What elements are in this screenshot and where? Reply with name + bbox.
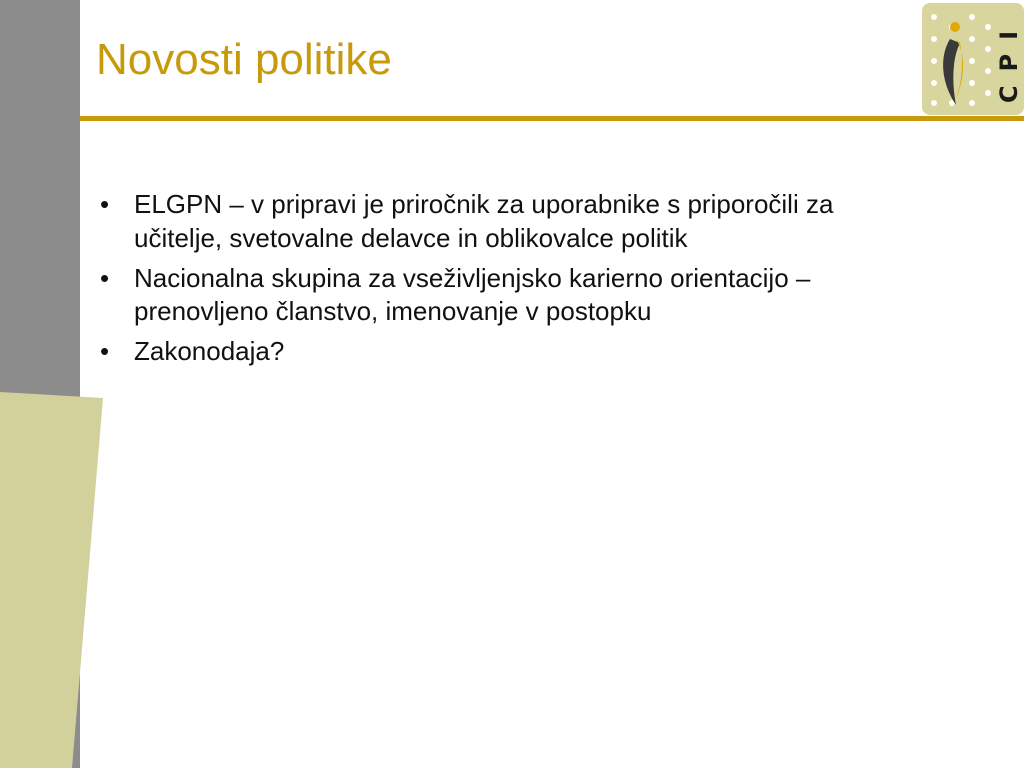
cpi-logo: [922, 3, 1024, 115]
bullet-text: Zakonodaja?: [134, 336, 285, 367]
bullet-text: ELGPN – v pripravi je priročnik za uporabnike s priporočili za učitelje, svetovalne delavce in oblikovalce politik: [134, 189, 834, 253]
bullet-marker: •: [100, 189, 110, 219]
bullet-list: [96, 188, 886, 375]
bullet-item: [96, 262, 886, 330]
bullet-marker: •: [100, 336, 110, 367]
bullet-item: [96, 335, 886, 369]
bullet-marker: •: [100, 262, 110, 293]
bullet-item: [96, 188, 886, 256]
cpi-logo-icon: [922, 3, 1024, 115]
logo-text: CPI: [995, 16, 1023, 104]
bullet-text: Nacionalna skupina za vseživljenjsko karierno orientacijo – prenovljeno članstvo, imenovanje v postopku: [134, 262, 811, 327]
slide-title: Novosti politike: [96, 35, 392, 84]
title-divider: [80, 116, 1024, 121]
